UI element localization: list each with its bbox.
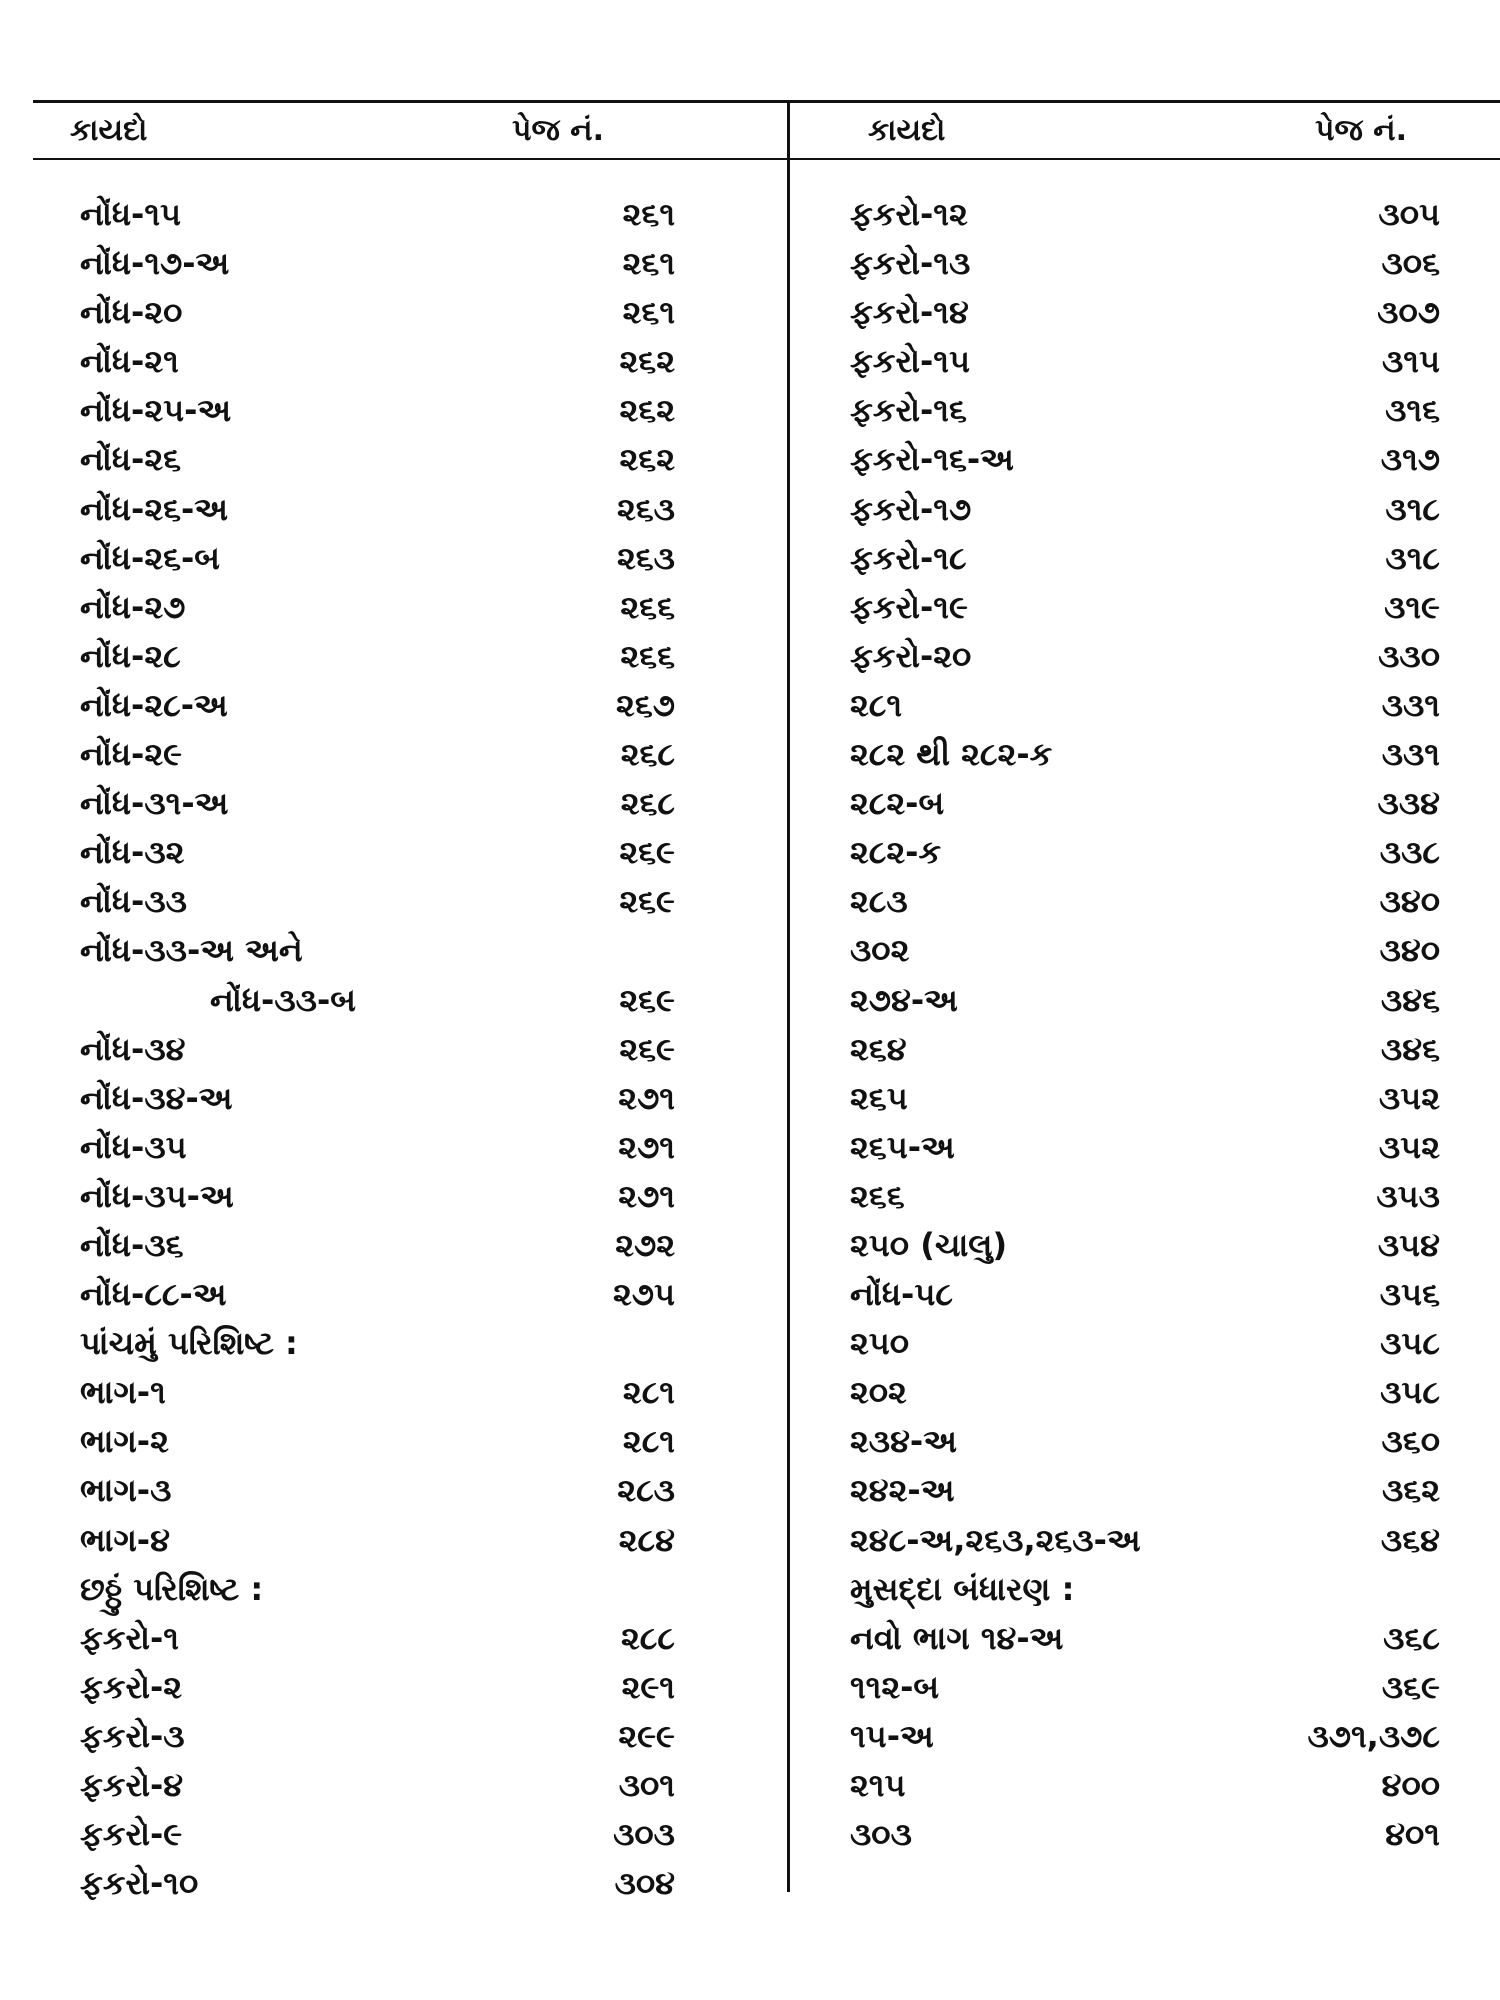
law-entry: નોંધ-૨૧ [80,342,179,381]
law-entry: નવો ભાગ ૧૪-અ [850,1618,1064,1657]
index-row [80,1466,700,1515]
index-row [850,681,1440,730]
header-rule [33,158,1500,160]
page-number: ૨૬૨ [619,342,675,381]
index-row [80,926,700,975]
law-entry: મુસદ્દા બંધારણ : [850,1569,1075,1608]
law-entry: નોંધ-૩૪-અ [80,1078,233,1117]
law-entry: છઠ્ઠું પરિશિષ્ટ : [80,1569,264,1608]
page-number: ૩૪૬ [1380,1029,1440,1068]
index-row [80,1417,700,1466]
index-row [80,239,700,288]
page-number: ૨૬૮ [620,784,675,823]
page-number: ૩૫૨ [1378,1127,1440,1166]
index-row [850,1712,1440,1761]
law-entry: ફકરો-૧૬ [850,391,967,430]
page-number: ૩૧૮ [1385,538,1440,577]
index-row [850,1221,1440,1270]
page-number: ૩૧૫ [1381,342,1440,381]
index-row [80,1565,700,1614]
page-number: ૨૭૧ [618,1078,675,1117]
page-number: ૩૬૦ [1381,1422,1440,1461]
index-row [80,1516,700,1565]
law-entry: નોંધ-૩૬ [80,1225,184,1264]
page-number: ૨૭૧ [618,1127,675,1166]
index-row [850,190,1440,239]
law-entry: ૨૭૪-અ [850,980,958,1019]
index-row [80,1319,700,1368]
index-row [80,730,700,779]
index-row [850,828,1440,877]
index-row [80,1025,700,1074]
law-entry: ૨૬૫-અ [850,1127,955,1166]
law-entry: ફકરો-૧૫ [850,342,970,381]
index-row [850,877,1440,926]
page-number: ૨૬૯ [619,882,675,921]
page-number: ૩૧૭ [1380,440,1440,479]
index-row [850,288,1440,337]
index-row [850,1761,1440,1810]
law-entry: ૨૬૪ [850,1029,907,1068]
index-row [850,632,1440,681]
page-number: ૩૦૭ [1377,293,1440,332]
page-number: ૩૧૮ [1385,489,1440,528]
index-row [850,1123,1440,1172]
law-entry: નોંધ-૨૬ [80,440,182,479]
page-number: ૨૮૧ [622,1373,675,1412]
law-entry: ૨૩૪-અ [850,1422,957,1461]
law-entry: નોંધ-૨૫-અ [80,391,232,430]
page-number: ૩૦૧ [618,1766,675,1804]
law-entry: ફકરો-૧૩ [850,244,971,283]
index-row [850,1614,1440,1663]
index-row [80,435,700,484]
index-row [80,1172,700,1221]
column-divider [787,100,790,1892]
index-row [850,779,1440,828]
header-law-right: કાયદો [868,113,946,148]
page-number: ૩૩૮ [1379,833,1440,872]
law-entry: ફકરો-૨૦ [850,636,972,675]
page-number: ૩૭૧,૩૭૮ [1307,1716,1440,1755]
page-number: ૩૩૧ [1381,735,1440,774]
law-entry: નોંધ-૨૭ [80,587,186,626]
page-number: ૩૫૨ [1378,1078,1440,1117]
header-law-left: કાયદો [70,113,148,148]
index-row [80,632,700,681]
page-number: ૩૪૦ [1379,882,1440,921]
index-row [850,1270,1440,1319]
page-number: ૩૪૬ [1380,980,1440,1019]
page-number: ૪૦૦ [1381,1766,1440,1804]
page-number: ૪૦૧ [1385,1815,1440,1854]
law-entry: ભાગ-૩ [80,1471,172,1510]
page-number: ૨૯૯ [618,1716,675,1755]
law-entry: ૨૬૬ [850,1176,905,1215]
page-number: ૨૬૯ [619,833,675,872]
index-row [80,1221,700,1270]
page-number: ૩૦૪ [614,1864,675,1903]
page-number: ૨૮૧ [622,1422,675,1461]
law-entry: નોંધ-૩૩-બ [210,980,356,1019]
page-number: ૩૬૪ [1380,1520,1440,1559]
law-entry: ફકરો-૧૬-અ [850,440,1014,479]
index-row [850,1368,1440,1417]
header-page-left: પેજ નં. [512,113,605,148]
index-row [80,1859,700,1908]
law-entry: નોંધ-૨૬-અ [80,489,229,528]
index-row [850,1074,1440,1123]
page-number: ૩૫૮ [1380,1324,1440,1363]
page-number: ૨૬૩ [616,538,675,577]
page-number: ૩૫૬ [1379,1275,1440,1314]
index-row [850,1810,1440,1859]
page-number: ૨૬૨ [619,440,675,479]
law-entry: નોંધ-૧૭-અ [80,244,230,283]
page-number: ૩૧૬ [1385,391,1440,430]
index-row [850,926,1440,975]
page-number: ૨૬૧ [622,293,675,332]
index-row [80,681,700,730]
law-entry: નોંધ-૨૮-અ [80,685,228,724]
page-number: ૩૦૬ [1381,244,1440,283]
index-row [80,1712,700,1761]
page-number: ૩૩૦ [1378,636,1440,675]
index-row [80,1270,700,1319]
index-row [850,1466,1440,1515]
law-entry: ૨૧૫ [850,1766,906,1804]
law-entry: ૨૪૮-અ,૨૬૩,૨૬૩-અ [850,1520,1141,1559]
index-row [80,1074,700,1123]
index-row [80,337,700,386]
page-number: ૩૩૪ [1377,784,1440,823]
law-entry: ૩૦૨ [850,931,910,970]
page-number: ૩૦૫ [1378,195,1440,233]
law-entry: ફકરો-૩ [80,1716,185,1755]
index-row [80,190,700,239]
law-entry: ફકરો-૪ [80,1766,184,1804]
law-entry: ૨૫૦ [850,1324,910,1363]
index-row [850,1565,1440,1614]
index-row [80,877,700,926]
page-number: ૨૮૩ [617,1471,675,1510]
index-row [850,583,1440,632]
index-row [80,1761,700,1810]
page-number: ૨૬૬ [620,636,675,675]
index-row [850,976,1440,1025]
index-row [850,337,1440,386]
index-row [80,828,700,877]
law-entry: ફકરો-૧૭ [850,489,972,528]
law-entry: નોંધ-૩૧-અ [80,784,229,823]
page-number: ૨૬૨ [619,391,675,430]
page-number: ૩૦૩ [613,1815,675,1854]
page-number: ૩૫૮ [1380,1373,1440,1412]
index-row [80,288,700,337]
law-entry: ૩૦૩ [850,1815,912,1854]
law-entry: નોંધ-૫૮ [850,1275,953,1314]
law-entry: ૨૬૫ [850,1078,908,1117]
law-entry: ૨૮૧ [850,685,903,724]
law-entry: નોંધ-૨૦ [80,293,183,332]
index-row [850,435,1440,484]
index-row [850,1025,1440,1074]
index-row [850,485,1440,534]
index-row [850,1417,1440,1466]
page-number: ૨૭૫ [612,1275,675,1314]
law-entry: ફકરો-૧૪ [850,293,969,332]
page-number: ૩૫૪ [1377,1225,1440,1264]
law-entry: ભાગ-૨ [80,1422,169,1461]
law-entry: ભાગ-૧ [80,1373,166,1412]
page-number: ૨૮૮ [621,1618,675,1657]
index-row [850,1172,1440,1221]
index-row [80,1663,700,1712]
page-number: ૩૪૦ [1379,931,1440,970]
law-entry: ભાગ-૪ [80,1520,170,1559]
page-number: ૨૬૧ [622,195,675,233]
index-row [80,534,700,583]
index-row [850,730,1440,779]
index-row [80,779,700,828]
law-entry: ૨૮૩ [850,882,908,921]
page-number: ૩૬૯ [1381,1667,1440,1706]
index-row [80,976,700,1025]
law-entry: ફકરો-૯ [80,1815,183,1854]
law-entry: નોંધ-૩૫-અ [80,1176,234,1215]
page-number: ૨૭૧ [618,1176,675,1215]
law-entry: ફકરો-૧૮ [850,538,967,577]
index-row [80,485,700,534]
law-entry: નોંધ-૩૪ [80,1029,186,1068]
page-number: ૩૬૨ [1381,1471,1440,1510]
law-entry: ૧૧૨-બ [850,1667,940,1706]
page-number: ૨૬૧ [622,244,675,283]
law-entry: નોંધ-૧૫ [80,195,182,233]
index-row [80,1810,700,1859]
law-entry: નોંધ-૩૩ [80,882,187,921]
law-entry: નોંધ-૨૮ [80,636,181,675]
index-row [80,1614,700,1663]
index-row [80,583,700,632]
law-entry: ફકરો-૧ [80,1618,179,1657]
law-entry: નોંધ-૨૬-બ [80,538,221,577]
law-entry: ૧૫-અ [850,1716,934,1755]
index-row [850,1319,1440,1368]
index-row [850,386,1440,435]
law-entry: ૨૪૨-અ [850,1471,955,1510]
law-entry: નોંધ-૮૮-અ [80,1275,227,1314]
index-row [850,1516,1440,1565]
law-entry: ૨૫૦ (ચાલુ) [850,1225,1008,1264]
law-entry: નોંધ-૩૨ [80,833,185,872]
law-entry: ફકરો-૧૦ [80,1864,199,1903]
law-entry: ૨૦૨ [850,1373,907,1412]
law-entry: ૨૮૨ થી ૨૮૨-ક [850,735,1053,774]
index-row [850,534,1440,583]
law-entry: ૨૮૨-ક [850,833,942,872]
left-column [80,190,700,1908]
page-number: ૩૬૮ [1383,1618,1440,1657]
top-rule [33,100,1500,103]
page-number: ૨૮૪ [618,1520,675,1559]
index-row [80,1123,700,1172]
law-entry: ફકરો-૨ [80,1667,183,1706]
law-entry: નોંધ-૩૫ [80,1127,187,1166]
page-number: ૩૩૧ [1381,685,1440,724]
page-number: ૨૭૨ [615,1225,675,1264]
page-number: ૨૬૬ [620,587,675,626]
law-entry: નોંધ-૨૯ [80,735,183,774]
page-number: ૩૫૩ [1376,1176,1440,1215]
page-number: ૨૯૧ [621,1667,675,1706]
index-row [80,386,700,435]
page-number: ૩૧૯ [1384,587,1440,626]
page-number: ૨૬૯ [619,1029,675,1068]
page-number: ૨૬૮ [620,735,675,774]
law-entry: નોંધ-૩૩-અ અને [80,931,303,970]
index-row [850,1663,1440,1712]
header-page-right: પેજ નં. [1315,113,1408,148]
index-row [850,239,1440,288]
law-entry: ફકરો-૧૨ [850,195,968,233]
page-number: ૨૬૩ [616,489,675,528]
page-number: ૨૬૯ [619,980,675,1019]
law-entry: પાંચમું પરિશિષ્ટ : [80,1324,298,1363]
index-row [80,1368,700,1417]
law-entry: ફકરો-૧૯ [850,587,968,626]
page-number: ૨૬૭ [616,685,675,724]
right-column [850,190,1440,1859]
law-entry: ૨૮૨-બ [850,784,945,823]
